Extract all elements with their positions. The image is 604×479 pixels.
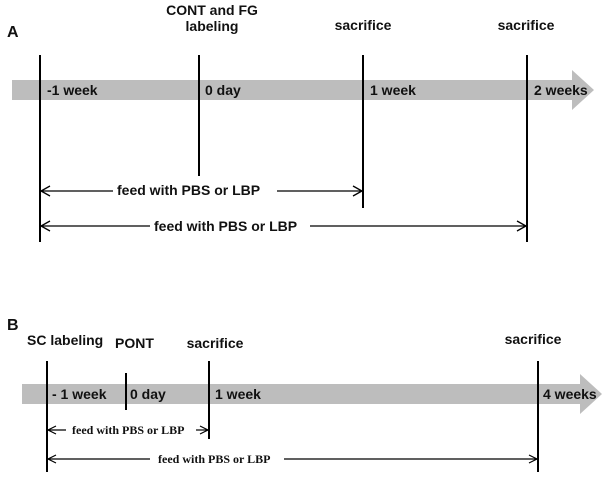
timepoint-a-1week: 1 week	[370, 82, 416, 98]
timepoint-b-4weeks: 4 weeks	[543, 386, 597, 402]
timepoint-a-minus1week: -1 week	[47, 82, 98, 98]
feed-arrow-b-long	[48, 455, 537, 463]
timepoint-a-0day: 0 day	[205, 82, 241, 98]
timepoint-a-2weeks: 2 weeks	[534, 82, 588, 98]
event-label-a-sacrifice-2: sacrifice	[497, 17, 555, 33]
panel-label-b: B	[7, 317, 19, 334]
event-label-b-labeling: SC labeling	[27, 332, 104, 348]
timeline-arrow-b	[22, 374, 602, 414]
feed-label-b-long: feed with PBS or LBP	[158, 452, 271, 466]
timepoint-b-1week: 1 week	[215, 386, 261, 402]
event-label-a-sacrifice-1: sacrifice	[334, 17, 392, 33]
timepoint-b-0day: 0 day	[130, 386, 166, 402]
panel-label-a: A	[7, 24, 19, 41]
event-label-b-sacrifice-1: sacrifice	[186, 335, 244, 351]
event-label-b-pont: PONT	[115, 335, 154, 351]
timepoint-b-minus1week: - 1 week	[52, 386, 107, 402]
feed-label-a-long: feed with PBS or LBP	[154, 218, 298, 234]
timeline-arrow-a	[12, 70, 594, 110]
event-label-b-sacrifice-2: sacrifice	[504, 331, 562, 347]
feed-label-b-short: feed with PBS or LBP	[72, 423, 185, 437]
feed-label-a-short: feed with PBS or LBP	[117, 182, 261, 198]
event-label-a-labeling: CONT and FG labeling	[166, 2, 258, 34]
